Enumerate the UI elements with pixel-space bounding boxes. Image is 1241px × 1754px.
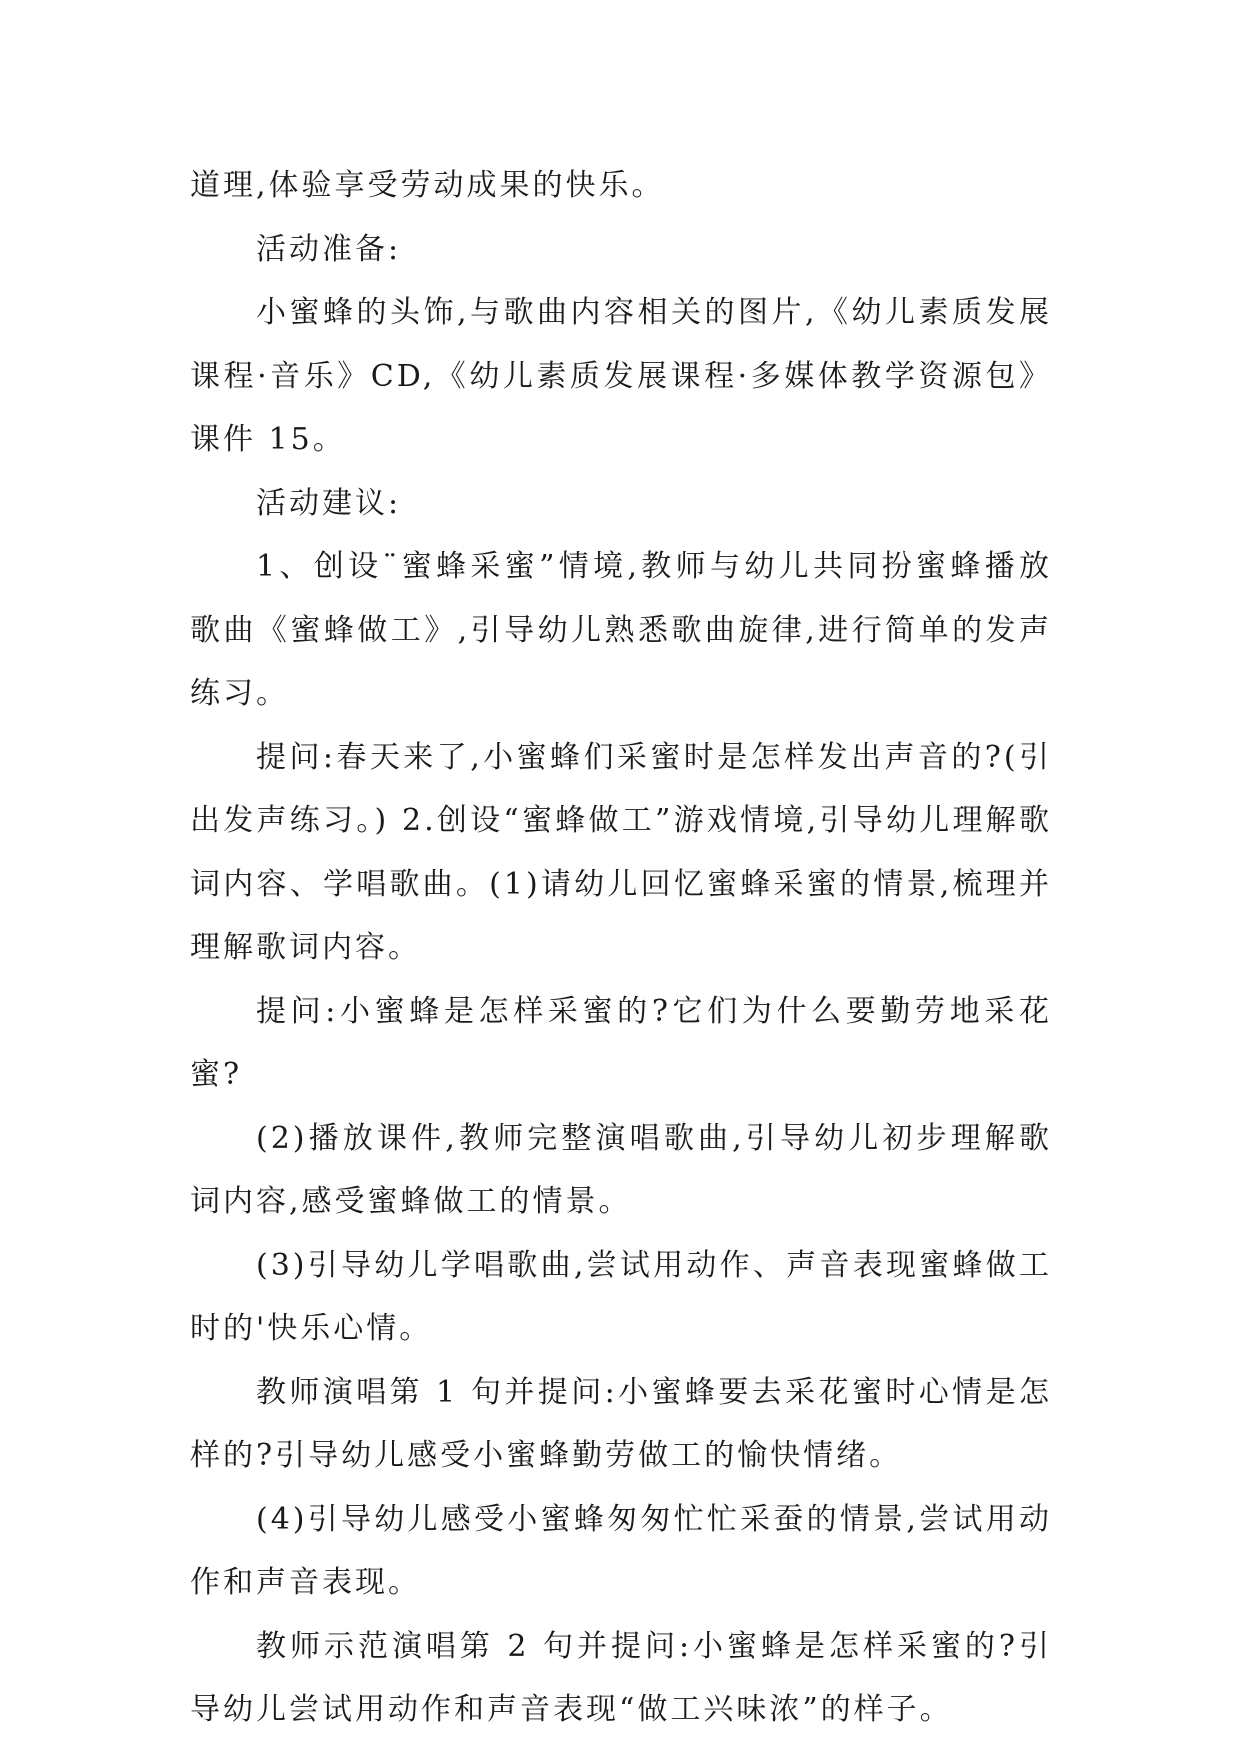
paragraph-question-2: 提问:小蜜蜂是怎样采蜜的?它们为什么要勤劳地采花蜜? [190,993,1052,1092]
section-heading-suggestions: 活动建议: [256,485,402,521]
paragraph-step-3: (3)引导幼儿学唱歌曲,尝试用动作、声音表现蜜蜂做工时的'快乐心情。 [190,1247,1052,1346]
paragraph-continuation: 道理,体验享受劳动成果的快乐。 [190,168,665,203]
section-heading-preparation: 活动准备: [256,231,402,267]
paragraph-materials: 小蜜蜂的头饰,与歌曲内容相关的图片,《幼儿素质发展课程·音乐》CD,《幼儿素质发展课程·多媒体教学资源包》课件 15。 [190,295,1052,457]
document-body [190,154,1052,1742]
paragraph-step-1: 1、创设¨蜜蜂采蜜”情境,教师与幼儿共同扮蜜蜂播放歌曲《蜜蜂做工》,引导幼儿熟悉歌曲旋律,进行简单的发声练习。 [190,549,1052,711]
paragraph-question-1: 提问:春天来了,小蜜蜂们采蜜时是怎样发出声音的?(引出发声练习。) 2.创设“蜜蜂做工”游戏情境,引导幼儿理解歌词内容、学唱歌曲。(1)请幼儿回忆蜜蜂采蜜的情景,梳理并理解歌词内容。 [190,739,1052,965]
paragraph-step-4: (4)引导幼儿感受小蜜蜂匆匆忙忙采蚕的情景,尝试用动作和声音表现。 [190,1501,1052,1600]
paragraph-teacher-line-2: 教师示范演唱第 2 句并提问:小蜜蜂是怎样采蜜的?引导幼儿尝试用动作和声音表现“做工兴味浓”的样子。 [190,1628,1052,1727]
paragraph-step-2: (2)播放课件,教师完整演唱歌曲,引导幼儿初步理解歌词内容,感受蜜蜂做工的情景。 [190,1120,1052,1219]
paragraph-teacher-line-1: 教师演唱第 1 句并提问:小蜜蜂要去采花蜜时心情是怎样的?引导幼儿感受小蜜蜂勤劳做工的愉快情绪。 [190,1374,1052,1473]
